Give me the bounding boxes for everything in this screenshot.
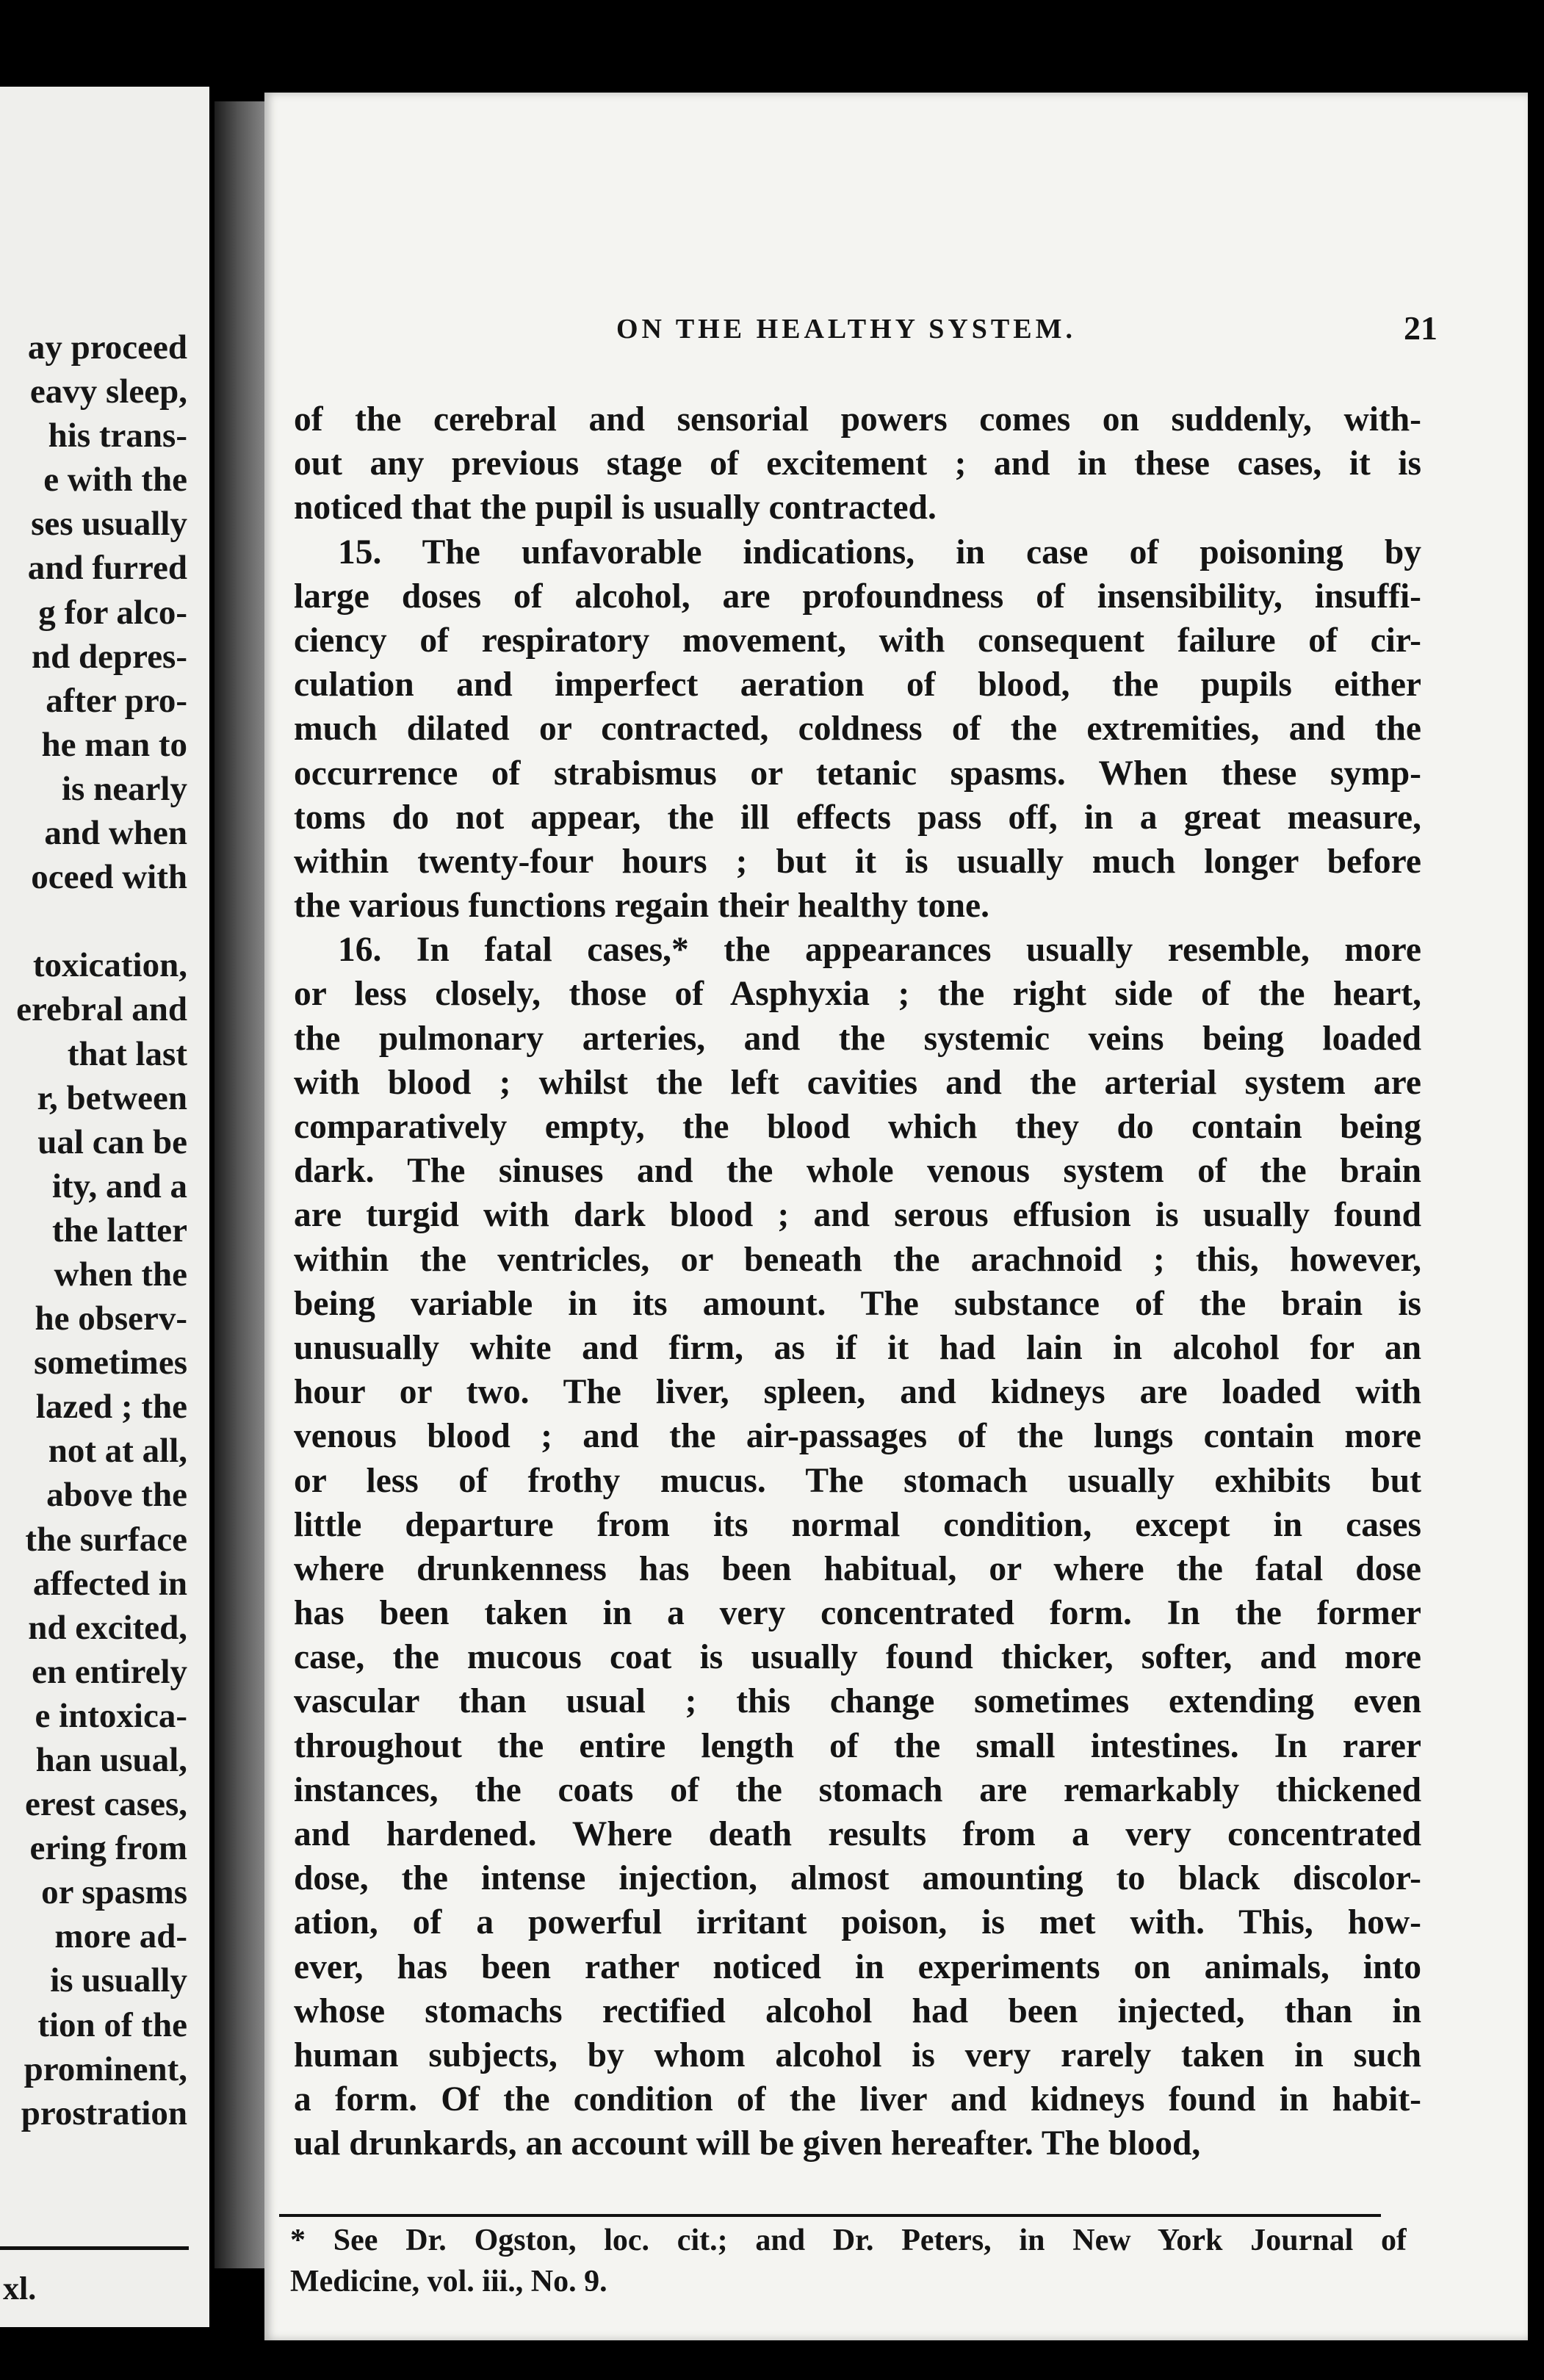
facing-page-line: he observ- xyxy=(35,1299,187,1338)
facing-page-line: is usually xyxy=(50,1961,187,2000)
footnote-line: * See Dr. Ogston, loc. cit.; and Dr. Peters, in New York Journal of xyxy=(290,2224,1407,2257)
facing-page-footnote: xl. xyxy=(3,2271,37,2307)
body-line: or less closely, those of Asphyxia ; the right side of the heart, xyxy=(294,975,1421,1014)
body-line: being variable in its amount. The substance of the brain is xyxy=(294,1284,1421,1323)
body-line: dose, the intense injection, almost amounting to black discolor- xyxy=(294,1859,1421,1898)
page-number: 21 xyxy=(1404,309,1437,347)
facing-page-footnote-rule xyxy=(0,2246,189,2250)
body-line: hour or two. The liver, spleen, and kidneys are loaded with xyxy=(294,1373,1421,1412)
facing-page-line: and when xyxy=(44,814,187,853)
body-line: culation and imperfect aeration of blood, the pupils either xyxy=(294,666,1421,704)
body-line: whose stomachs rectified alcohol had been injected, than in xyxy=(294,1991,1421,2030)
facing-page-line: when the xyxy=(54,1255,187,1294)
body-line: throughout the entire length of the small intestines. In rarer xyxy=(294,1726,1421,1765)
facing-page-line: e intoxica- xyxy=(35,1696,187,1735)
facing-page-line: e with the xyxy=(43,461,187,500)
body-line: 15. The unfavorable indications, in case of poisoning by xyxy=(338,533,1421,571)
body-line: venous blood ; and the air-passages of the lungs contain more xyxy=(294,1417,1421,1456)
facing-page-line: g for alco- xyxy=(38,593,187,632)
body-line: the pulmonary arteries, and the systemic veins being loaded xyxy=(294,1019,1421,1058)
body-line: large doses of alcohol, are profoundness of insensibility, insuffi- xyxy=(294,577,1421,616)
facing-page-line xyxy=(16,899,187,943)
facing-page-line: ual can be xyxy=(37,1122,187,1161)
book-page xyxy=(264,93,1528,2340)
facing-page-line: ay proceed xyxy=(27,328,187,367)
body-line: the various functions regain their healthy tone. xyxy=(294,887,989,926)
body-line: out any previous stage of excitement ; and in these cases, it is xyxy=(294,444,1421,483)
facing-page-line: ses usually xyxy=(31,505,187,544)
body-line: a form. Of the condition of the liver and kidneys found in habit- xyxy=(294,2080,1421,2119)
facing-page-line: r, between xyxy=(37,1078,187,1117)
body-line: much dilated or contracted, coldness of the extremities, and the xyxy=(294,710,1421,749)
facing-page-line: en entirely xyxy=(32,1652,187,1691)
facing-page-line: prostration xyxy=(21,2094,187,2132)
body-line: ever, has been rather noticed in experiments on animals, into xyxy=(294,1947,1421,1986)
facing-page-line: affected in xyxy=(32,1564,187,1603)
facing-page-line: tion of the xyxy=(37,2005,187,2044)
body-line: or less of frothy mucus. The stomach usually exhibits but xyxy=(294,1461,1421,1500)
facing-page-line: he man to xyxy=(41,725,187,764)
body-line: of the cerebral and sensorial powers comes on suddenly, with- xyxy=(294,400,1421,439)
body-text xyxy=(294,397,1421,2166)
facing-page-line: his trans- xyxy=(48,416,187,455)
facing-page-line: nd excited, xyxy=(28,1608,187,1647)
footnote xyxy=(290,2220,1407,2302)
body-line: noticed that the pupil is usually contracted. xyxy=(294,488,937,527)
facing-page-fragment xyxy=(0,87,209,2327)
facing-page-line: nd depres- xyxy=(32,637,187,676)
facing-page-line: erebral and xyxy=(16,990,187,1029)
facing-page-line: ering from xyxy=(29,1829,187,1868)
facing-page-line: not at all, xyxy=(48,1432,187,1471)
body-line: unusually white and firm, as if it had lain in alcohol for an xyxy=(294,1328,1421,1367)
footnote-line: Medicine, vol. iii., No. 9. xyxy=(290,2265,607,2298)
body-line: instances, the coats of the stomach are remarkably thickened xyxy=(294,1770,1421,1809)
facing-page-line: ity, and a xyxy=(51,1166,187,1205)
facing-page-line: and furred xyxy=(27,549,187,588)
facing-page-line: erest cases, xyxy=(25,1785,187,1824)
facing-page-line: the surface xyxy=(25,1520,187,1559)
body-line: within the ventricles, or beneath the arachnoid ; this, however, xyxy=(294,1240,1421,1279)
facing-page-line: eavy sleep, xyxy=(29,372,187,411)
running-head-title: ON THE HEALTHY SYSTEM. xyxy=(616,314,1076,345)
body-line: human subjects, by whom alcohol is very rarely taken in such xyxy=(294,2035,1421,2074)
body-line: has been taken in a very concentrated form. In the former xyxy=(294,1594,1421,1633)
body-line: dark. The sinuses and the whole venous system of the brain xyxy=(294,1152,1421,1191)
facing-page-line: han usual, xyxy=(35,1741,187,1779)
facing-page-line: the latter xyxy=(52,1211,187,1250)
body-line: within twenty-four hours ; but it is usually much longer before xyxy=(294,842,1421,881)
body-line: ciency of respiratory movement, with consequent failure of cir- xyxy=(294,621,1421,660)
body-line: little departure from its normal condition, except in cases xyxy=(294,1505,1421,1544)
body-line: are turgid with dark blood ; and serous effusion is usually found xyxy=(294,1196,1421,1235)
facing-page-line: after pro- xyxy=(46,681,187,720)
body-line: 16. In fatal cases,* the appearances usually resemble, more xyxy=(338,931,1421,970)
facing-page-line: toxication, xyxy=(32,946,187,985)
running-header xyxy=(264,309,1528,357)
body-line: toms do not appear, the ill effects pass off, in a great measure, xyxy=(294,798,1421,837)
facing-page-line: or spasms xyxy=(41,1873,187,1912)
facing-page-line: more ad- xyxy=(54,1917,187,1956)
body-line: vascular than usual ; this change sometimes extending even xyxy=(294,1682,1421,1721)
body-line: ation, of a powerful irritant poison, is met with. This, how- xyxy=(294,1903,1421,1942)
facing-page-line: that last xyxy=(67,1034,187,1073)
facing-page-line: oceed with xyxy=(31,858,187,897)
body-line: with blood ; whilst the left cavities and the arterial system are xyxy=(294,1063,1421,1102)
body-line: case, the mucous coat is usually found thicker, softer, and more xyxy=(294,1638,1421,1677)
book-gutter xyxy=(214,101,267,2268)
facing-page-line: is nearly xyxy=(61,769,187,808)
footnote-rule xyxy=(279,2214,1381,2217)
facing-page-text xyxy=(16,325,187,2135)
facing-page-line: lazed ; the xyxy=(35,1388,187,1427)
body-line: ual drunkards, an account will be given hereafter. The blood, xyxy=(294,2124,1201,2163)
facing-page-line: prominent, xyxy=(24,2049,187,2088)
body-line: occurrence of strabismus or tetanic spasms. When these symp- xyxy=(294,754,1421,793)
body-line: where drunkenness has been habitual, or where the fatal dose xyxy=(294,1549,1421,1588)
facing-page-line: above the xyxy=(46,1476,187,1515)
body-line: comparatively empty, the blood which they do contain being xyxy=(294,1108,1421,1146)
body-line: and hardened. Where death results from a very concentrated xyxy=(294,1815,1421,1853)
facing-page-line: sometimes xyxy=(34,1344,187,1382)
